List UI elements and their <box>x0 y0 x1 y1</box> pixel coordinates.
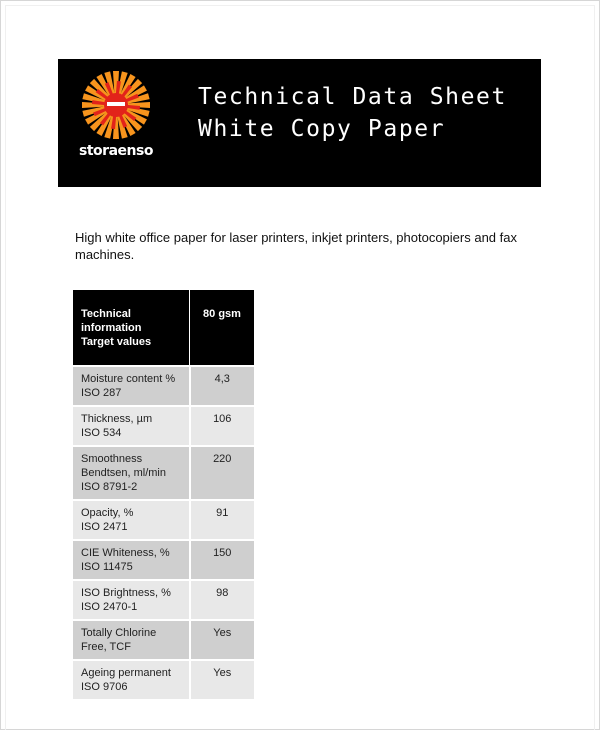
document-title <box>198 81 507 145</box>
technical-data-table <box>73 290 254 699</box>
property-cell <box>73 406 190 446</box>
table-header-row <box>73 290 254 366</box>
property-name: Ageing permanent <box>81 667 171 679</box>
property-unit: Bendtsen, ml/min <box>81 467 166 479</box>
property-cell <box>73 500 190 540</box>
property-standard: ISO 11475 <box>81 561 133 573</box>
property-cell <box>73 540 190 580</box>
sunburst-logo-icon <box>70 69 160 145</box>
title-line-1: Technical Data Sheet <box>198 84 507 110</box>
table-row <box>73 540 254 580</box>
property-standard: ISO 8791-2 <box>81 481 138 493</box>
value-cell: Yes <box>190 620 255 660</box>
value-cell: 91 <box>190 500 255 540</box>
table-row <box>73 500 254 540</box>
value-cell: 4,3 <box>190 366 255 406</box>
value-cell: 106 <box>190 406 255 446</box>
property-cell <box>73 446 190 500</box>
property-name: Opacity, % <box>81 507 134 519</box>
property-standard: ISO 2471 <box>81 521 128 533</box>
table-row <box>73 406 254 446</box>
table-row <box>73 366 254 406</box>
value-cell: 150 <box>190 540 255 580</box>
property-name: Totally Chlorine <box>81 627 157 639</box>
header-label-cell <box>73 290 190 366</box>
header-label-line: Target values <box>81 336 152 348</box>
property-name: Thickness, µm <box>81 413 153 425</box>
value-cell: Yes <box>190 660 255 699</box>
property-standard: ISO 534 <box>81 427 122 439</box>
table-row <box>73 620 254 660</box>
value-cell: 220 <box>190 446 255 500</box>
table-row <box>73 660 254 699</box>
property-standard: ISO 287 <box>81 387 122 399</box>
property-standard: ISO 2470-1 <box>81 601 138 613</box>
brand-name: storaenso <box>79 143 153 159</box>
table-row <box>73 446 254 500</box>
property-cell <box>73 580 190 620</box>
property-name: ISO Brightness, % <box>81 587 171 599</box>
property-name: Smoothness <box>81 453 143 465</box>
product-description: High white office paper for laser printers, inkjet printers, photocopiers and fax machines. <box>75 230 517 262</box>
header-value-cell: 80 gsm <box>190 290 255 366</box>
header-banner <box>58 59 541 187</box>
header-label-line: Technical <box>81 308 131 320</box>
value-cell: 98 <box>190 580 255 620</box>
property-name: Moisture content % <box>81 373 176 385</box>
property-cell <box>73 620 190 660</box>
property-name-cont: Free, TCF <box>81 641 131 653</box>
header-label-line: information <box>81 322 142 334</box>
property-cell <box>73 366 190 406</box>
title-line-2: White Copy Paper <box>198 116 446 142</box>
property-name: CIE Whiteness, % <box>81 547 170 559</box>
property-standard: ISO 9706 <box>81 681 128 693</box>
property-cell <box>73 660 190 699</box>
table-row <box>73 580 254 620</box>
storaenso-logo <box>70 69 160 169</box>
